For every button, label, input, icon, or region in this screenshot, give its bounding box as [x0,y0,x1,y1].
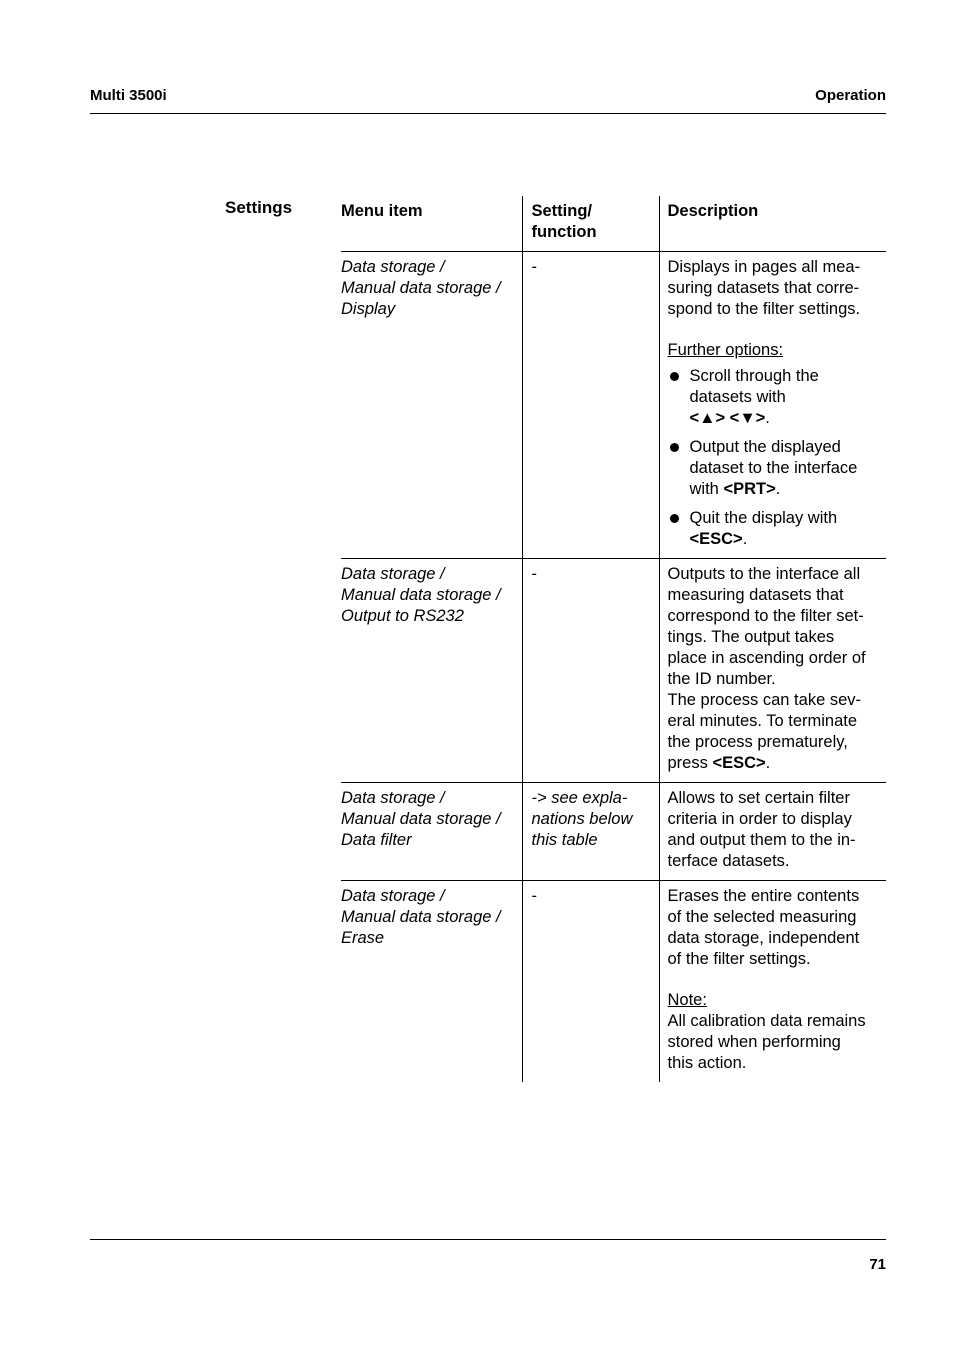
list-item: Quit the display with <ESC>. [668,508,887,550]
header-rule [90,113,886,114]
table-row [341,783,886,881]
menu-item-cell: Data storage / Manual data storage / Erase [341,881,522,1083]
further-options-label: Further options: [667,341,784,359]
key-esc: <ESC> [712,754,766,772]
description-text: Displays in pages all mea- suring datasets that corre- spond to the filter settings. [667,258,861,318]
key-prt: <PRT> [723,480,776,498]
settings-table [341,196,886,1082]
col-header-description: Description [659,196,886,252]
table-row [341,559,886,783]
description-text: Erases the entire contents of the selected measuring data storage, independent of the filter settings. [667,887,860,968]
table-row [341,252,886,559]
header-chapter-title: Operation [815,87,886,104]
description-cell: Allows to set certain filter criteria in order to display and output them to the in- terface datasets. [659,783,886,881]
list-item: Output the displayed dataset to the interface with <PRT>. [668,437,887,500]
menu-item-cell: Data storage / Manual data storage / Output to RS232 [341,559,522,783]
key-arrows: <▲> <▼> [689,409,766,427]
footer-rule [90,1239,886,1240]
menu-item-cell: Data storage / Manual data storage / Display [341,252,522,559]
table-row [341,881,886,1083]
setting-cell: - [522,881,659,1083]
description-cell: Outputs to the interface all measuring datasets that correspond to the filter set- tings. The output takes place in ascending order of the ID number. The process can take sev- eral minutes. To terminate the process prematurely, press <ESC>. [659,559,886,783]
further-options-list [668,366,887,550]
note-label: Note: [667,991,707,1009]
list-item: Scroll through the datasets with <▲> <▼>. [668,366,887,429]
description-cell [659,881,886,1083]
section-label: Settings [225,198,293,217]
setting-cell: - [522,559,659,783]
page-number: 71 [869,1256,886,1273]
header-product-name: Multi 3500i [90,87,167,104]
menu-item-cell: Data storage / Manual data storage / Data filter [341,783,522,881]
col-header-setting: Setting/ function [522,196,659,252]
note-text: All calibration data remains stored when performing this action. [667,1012,866,1072]
table-header-row [341,196,886,252]
key-esc: <ESC> [689,530,743,548]
setting-cell: -> see expla- nations below this table [522,783,659,881]
description-cell [659,252,886,559]
setting-cell: - [522,252,659,559]
col-header-menu-item: Menu item [341,202,423,220]
